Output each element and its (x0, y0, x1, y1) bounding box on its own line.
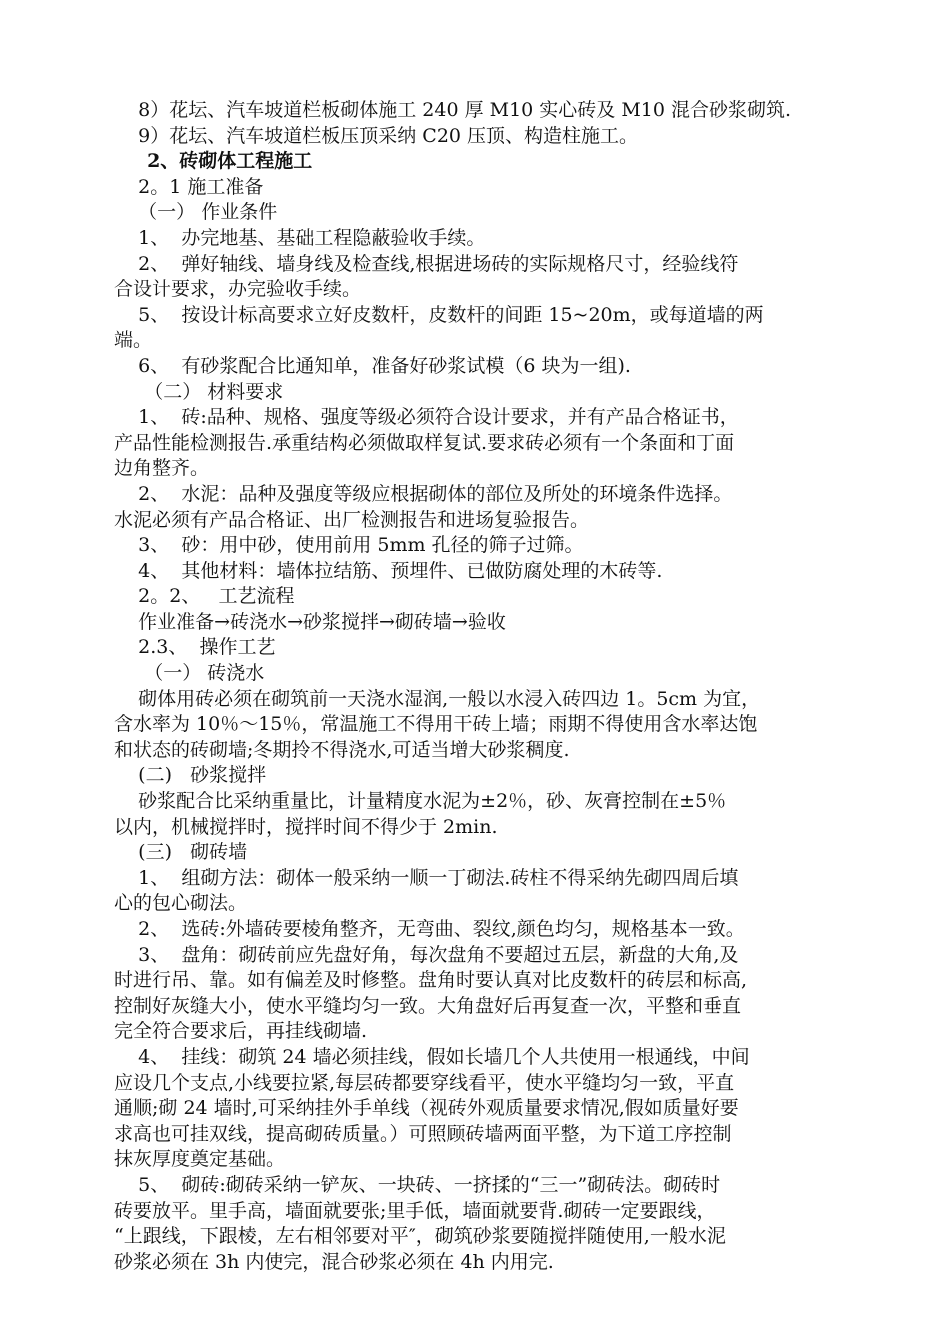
text-line: 5、 砌砖:砌砖采纳一铲灰、一块砖、一挤揉的“三一”砌砖法。砌砖时 (114, 1173, 721, 1196)
text-line: 4、 其他材料：墙体拉结筋、预埋件、已做防腐处理的木砖等. (114, 559, 663, 582)
text-line: 2。1 施工准备 (114, 175, 264, 198)
text-line: 时进行吊、靠。如有偏差及时修整。盘角时要认真对比皮数杆的砖层和标高, (114, 969, 748, 992)
text-line: 9）花坛、汽车坡道栏板压顶采纳 C20 压顶、构造柱施工。 (114, 124, 639, 147)
text-line: 砌体用砖必须在砌筑前一天浇水湿润,一般以水浸入砖四边 1。5cm 为宜， (114, 687, 761, 710)
text-line: 1、 组砌方法：砌体一般采纳一顺一丁砌法.砖柱不得采纳先砌四周后填 (114, 866, 739, 889)
text-line: 控制好灰缝大小，使水平缝均匀一致。大角盘好后再复查一次，平整和垂直 (114, 994, 742, 1017)
text-line: 砂浆配合比采纳重量比，计量精度水泥为±2％，砂、灰膏控制在±5％ (114, 790, 727, 813)
text-line: 合设计要求，办完验收手续。 (114, 278, 362, 301)
text-line: 水泥必须有产品合格证、出厂检测报告和进场复验报告。 (114, 508, 590, 531)
text-line: 2、 水泥：品种及强度等级应根据砌体的部位及所处的环境条件选择。 (114, 482, 733, 505)
text-line: 作业准备→砖浇水→砂浆搅拌→砌砖墙→验收 (114, 610, 506, 633)
text-line: （一） 作业条件 (114, 201, 278, 224)
text-line: 砂浆必须在 3h 内使完，混合砂浆必须在 4h 内用完. (114, 1250, 554, 1273)
text-line: 6、 有砂浆配合比通知单，准备好砂浆试模（6 块为一组). (114, 354, 631, 377)
text-line: 2、 选砖:外墙砖要棱角整齐，无弯曲、裂纹,颜色均匀，规格基本一致。 (114, 918, 745, 940)
text-line: 心的包心砌法。 (114, 892, 248, 915)
text-line: 1、 砖:品种、规格、强度等级必须符合设计要求，并有产品合格证书， (114, 406, 739, 429)
text-line: 完全符合要求后，再挂线砌墙. (114, 1020, 368, 1043)
text-line: (三) 砌砖墙 (114, 841, 248, 864)
text-line: 通顺;砌 24 墙时,可采纳挂外手单线（视砖外观质量要求情况,假如质量好要 (114, 1097, 739, 1120)
text-line: 以内，机械搅拌时，搅拌时间不得少于 2min. (114, 815, 498, 838)
document-body (114, 98, 864, 1275)
section-heading: 2、砖砌体工程施工 (114, 150, 313, 173)
text-line: （二） 材料要求 (114, 380, 284, 403)
text-line: 边角整齐。 (114, 457, 210, 480)
text-line: 产品性能检测报告.承重结构必须做取样复试.要求砖必须有一个条面和丁面 (114, 431, 735, 454)
text-line: 砖要放平。里手高，墙面就要张;里手低，墙面就要背.砌砖一定要跟线， (114, 1199, 716, 1222)
text-line: 求高也可挂双线，提高砌砖质量。）可照顾砖墙两面平整，为下道工序控制 (114, 1122, 732, 1145)
text-line: 2.3、 操作工艺 (114, 636, 276, 659)
text-line: （一） 砖浇水 (114, 662, 265, 685)
text-line: 5、 按设计标高要求立好皮数杆，皮数杆的间距 15~20m，或每道墙的两 (114, 303, 764, 326)
text-line: 含水率为 10％～15％，常温施工不得用干砖上墙；雨期不得使用含水率达饱 (114, 713, 758, 736)
text-line: 和状态的砖砌墙;冬期拎不得浇水,可适当增大砂浆稠度. (114, 738, 570, 761)
text-line: 8）花坛、汽车坡道栏板砌体施工 240 厚 M10 实心砖及 M10 混合砂浆砌筑. (114, 99, 792, 121)
text-line: 4、 挂线：砌筑 24 墙必须挂线，假如长墙几个人共使用一根通线，中间 (114, 1045, 750, 1068)
text-line: 3、 砂：用中砂，使用前用 5mm 孔径的筛子过筛。 (114, 534, 584, 557)
text-line: 2、 弹好轴线、墙身线及检查线,根据进场砖的实际规格尺寸，经验线符 (114, 252, 739, 275)
text-line: (二) 砂浆搅拌 (114, 764, 267, 787)
text-line: 1、 办完地基、基础工程隐蔽验收手续。 (114, 226, 486, 249)
text-line: 端。 (114, 329, 153, 352)
text-line: 应设几个支点,小线要拉紧,每层砖都要穿线看平，使水平缝均匀一致，平直 (114, 1071, 735, 1094)
text-line: 抹灰厚度奠定基础。 (114, 1148, 286, 1171)
text-line: 3、 盘角：砌砖前应先盘好角，每次盘角不要超过五层，新盘的大角,及 (114, 943, 739, 966)
text-line: “上跟线，下跟棱，左右相邻要对平″，砌筑砂浆要随搅拌随使用,一般水泥 (114, 1225, 726, 1248)
text-line: 2。2、 工艺流程 (114, 585, 295, 608)
